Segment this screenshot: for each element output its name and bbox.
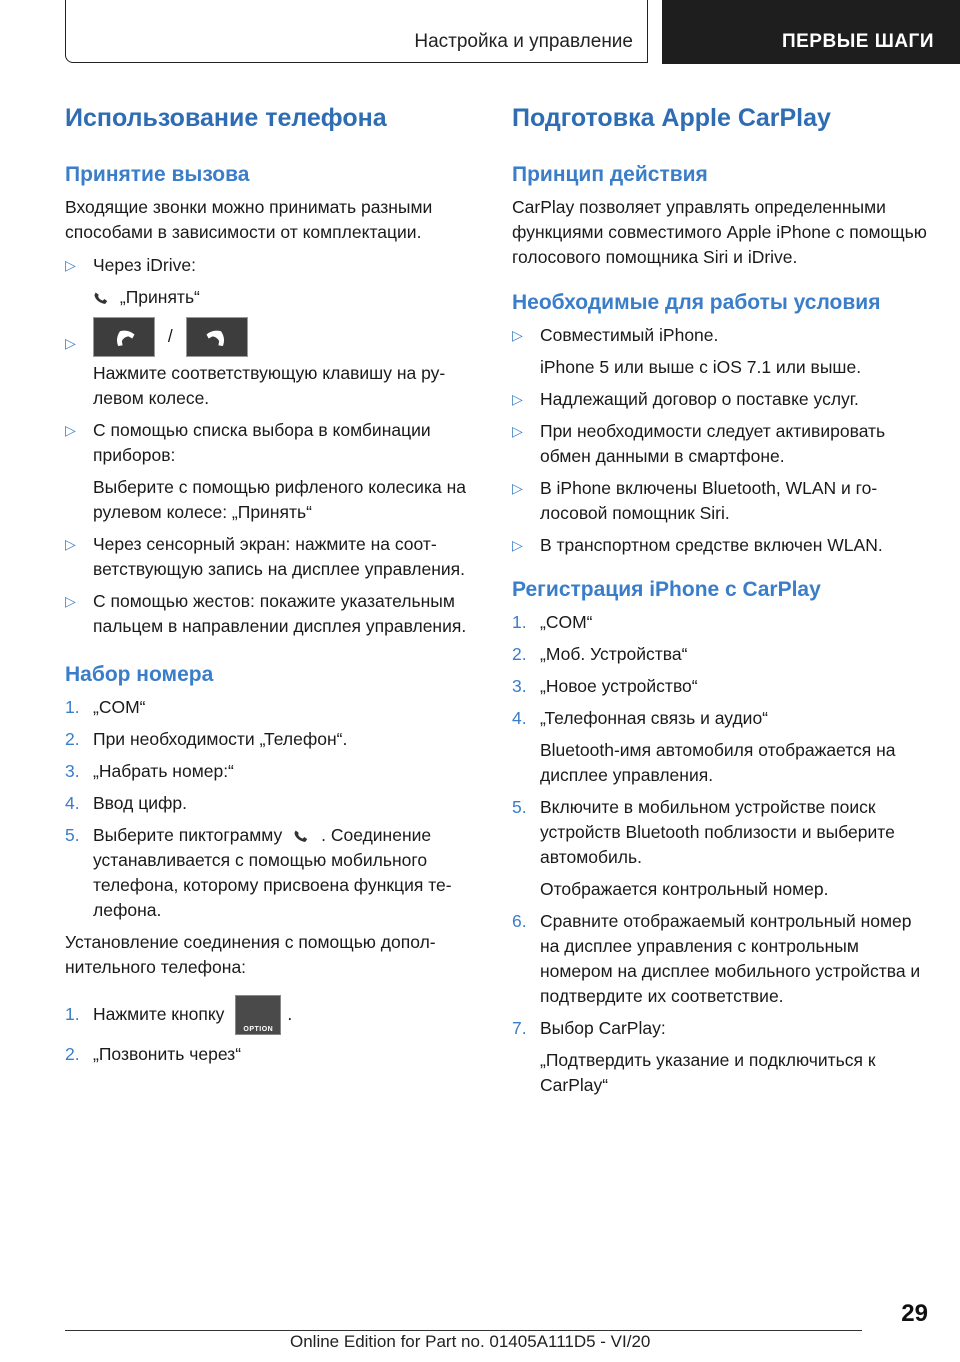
register-step-detail: Bluetooth-имя автомобиля отображается на дисплее управления. — [540, 740, 896, 785]
triangle-marker-icon: ▷ — [512, 480, 523, 496]
requirement-item: ▷ Надлежащий договор о поставке услуг. — [512, 387, 932, 412]
accept-idrive-action: „Принять“ — [65, 285, 485, 310]
accept-item-gesture: ▷ С помощью жестов: покажите указательным пальцем в направлении дисплея управления. — [65, 591, 467, 636]
triangle-marker-icon: ▷ — [512, 391, 523, 407]
end-call-key-icon — [186, 317, 248, 357]
triangle-marker-icon: ▷ — [65, 422, 76, 438]
right-column — [512, 100, 932, 1105]
register-step-detail: Отображается контрольный номер. — [540, 879, 829, 899]
phone-handset-icon — [93, 289, 115, 307]
requirement-item: ▷ В транспортном средстве включен WLAN. — [512, 533, 932, 558]
register-step: 4. „Телефонная связь и аудио“ — [512, 708, 769, 728]
accept-item-touch: ▷ Через сенсорный экран: нажмите на соответствующую запись на дисплее управления. — [65, 534, 466, 579]
register-step: 5. Включите в мобильном устройстве поиск устройств Bluetooth поблизости и выберите автомобиль. — [512, 797, 895, 867]
register-step: 7. Выбор CarPlay: — [512, 1018, 666, 1038]
principle-text: CarPlay позволяет управлять определенными функциями совместимого Apple iPhone с помощью голосового помощника Siri и iDrive. — [512, 197, 927, 267]
header-chapter-box — [662, 0, 960, 64]
requirement-item: ▷ При необходимости следует активировать обмен данными в смартфоне. — [512, 421, 886, 466]
accept-cluster-detail: Выберите с помощью рифленого колесика на рулевом колесе: „Принять“ — [93, 477, 466, 522]
register-step-detail: „Подтвердить указание и подключиться к CarPlay“ — [540, 1050, 876, 1095]
triangle-marker-icon: ▷ — [65, 257, 76, 273]
dial-step: 4. Ввод цифр. — [65, 793, 187, 813]
triangle-marker-icon: ▷ — [65, 593, 76, 609]
accept-item-wheel: ▷ / — [65, 317, 485, 357]
phone-handset-icon — [293, 827, 315, 845]
triangle-marker-icon: ▷ — [512, 537, 523, 553]
principle-heading: Принцип действия — [512, 163, 708, 186]
requirements-heading: Необходимые для работы условия — [512, 291, 881, 314]
dial-step: 1. „COM“ — [65, 697, 146, 717]
page-number: 29 — [901, 1300, 928, 1327]
dial-extra-step: 2. „Позвонить через“ — [65, 1044, 242, 1065]
footer-edition: Online Edition for Part no. 01405A111D5 - VI/20 — [290, 1332, 651, 1351]
requirement-item: ▷ Совместимый iPhone. — [512, 323, 932, 348]
register-heading: Регистрация iPhone с CarPlay — [512, 578, 821, 601]
triangle-marker-icon: ▷ — [512, 327, 523, 343]
header-chapter-title: ПЕРВЫЕ ШАГИ — [781, 31, 934, 52]
register-step: 6. Сравните отображаемый контрольный номер на дисплее управления с контрольным номером на дисплее мобильного устройства и подтвердите их соответствие. — [512, 911, 921, 1006]
dial-step: 3. „Набрать номер:“ — [65, 761, 234, 781]
register-steps-list — [512, 610, 932, 1098]
accept-item-idrive: ▷ Через iDrive: — [65, 253, 485, 278]
accept-call-key-icon — [93, 317, 155, 357]
header-section-box — [65, 0, 648, 63]
accept-wheel-detail: Нажмите соответствующую клавишу на рулевом колесе. — [93, 363, 446, 408]
header-section-title: Настройка и управление — [414, 31, 633, 52]
dial-step: 5. Выберите пиктограмму . Соединение устанавливается с помощью мобильного телефона, которому присвоена функция телефона. — [65, 825, 452, 920]
triangle-marker-icon: ▷ — [65, 536, 76, 552]
accept-intro: Входящие звонки можно принимать разными способами в зависимости от комплектации. — [65, 197, 433, 242]
triangle-marker-icon: ▷ — [65, 335, 76, 351]
dial-extra-intro: Установление соединения с помощью дополнительного телефона: — [65, 932, 436, 977]
accept-item-cluster: ▷ С помощью списка выбора в комбинации приборов: — [65, 420, 431, 465]
left-title: Использование телефона — [65, 104, 387, 132]
dial-step: 2. При необходимости „Телефон“. — [65, 729, 348, 749]
right-title: Подготовка Apple CarPlay — [512, 104, 831, 132]
register-step: 2. „Моб. Устройства“ — [512, 644, 688, 664]
requirement-item: ▷ В iPhone включены Bluetooth, WLAN и голосовой помощник Siri. — [512, 478, 878, 523]
register-step: 3. „Новое устройство“ — [512, 676, 698, 696]
dial-heading: Набор номера — [65, 663, 214, 686]
dial-extra-step: 1. Нажмите кнопку OPTION . — [65, 994, 485, 1035]
accept-heading: Принятие вызова — [65, 163, 250, 186]
triangle-marker-icon: ▷ — [512, 423, 523, 439]
register-step: 1. „COM“ — [512, 612, 593, 632]
left-column — [65, 100, 485, 1074]
requirements-list — [512, 323, 932, 558]
requirement-detail: iPhone 5 или выше с iOS 7.1 или выше. — [540, 357, 862, 377]
footer-divider — [65, 1330, 862, 1331]
option-button-icon: OPTION — [235, 995, 281, 1035]
